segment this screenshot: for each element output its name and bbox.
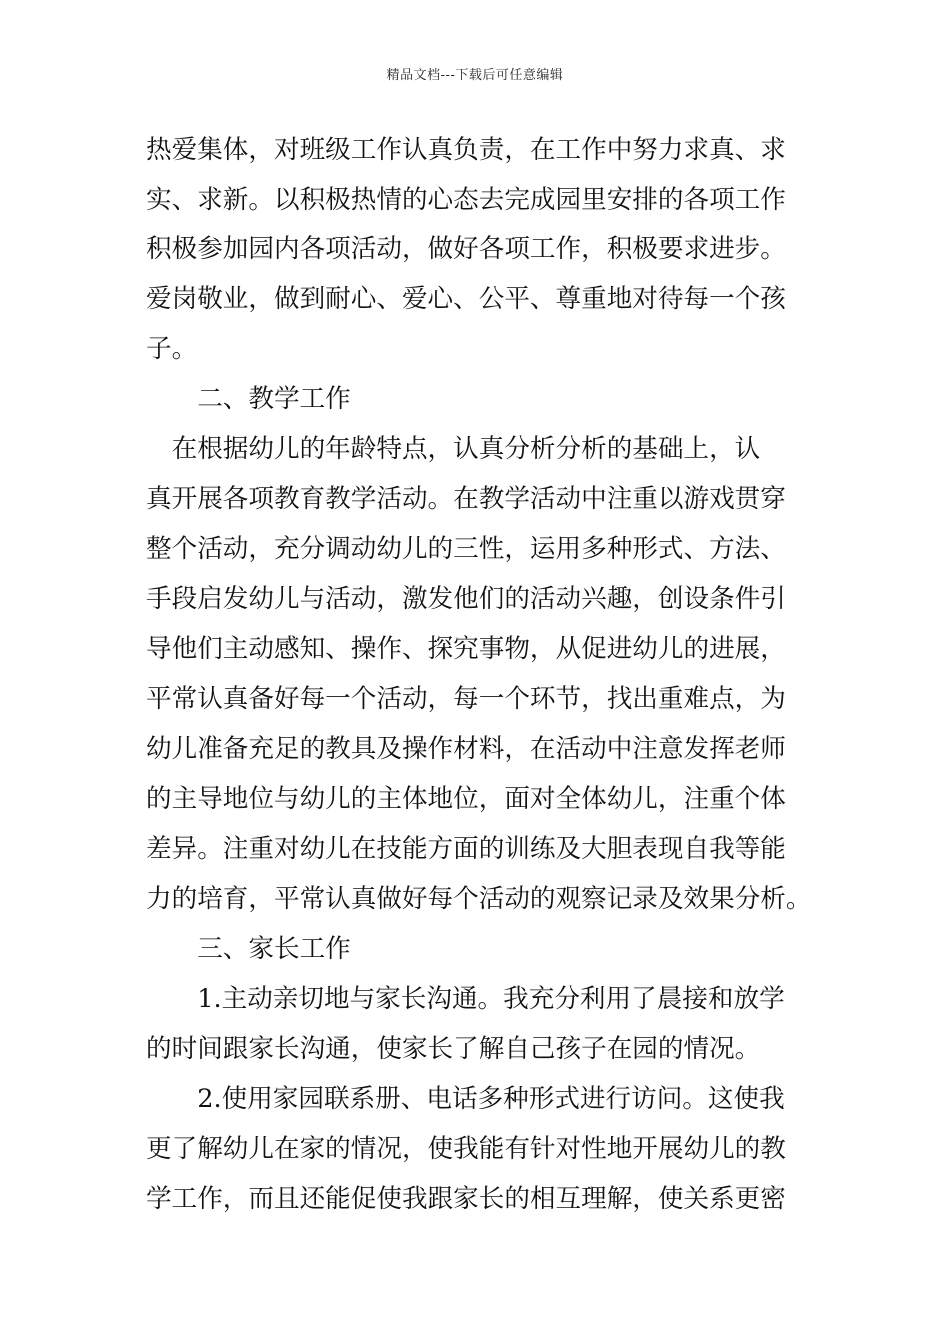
text-line: 热爱集体，对班级工作认真负责，在工作中努力求真、求 xyxy=(146,135,786,165)
page-header: 精品文档---下载后可任意编辑 xyxy=(386,68,564,83)
text-line: 真开展各项教育教学活动。在教学活动中注重以游戏贯穿 xyxy=(146,484,786,514)
text-line: 力的培育，平常认真做好每个活动的观察记录及效果分析。 xyxy=(146,884,812,914)
text-line: 差异。注重对幼儿在技能方面的训练及大胆表现自我等能 xyxy=(146,834,786,864)
text-line: 导他们主动感知、操作、探究事物，从促进幼儿的进展， xyxy=(146,634,786,664)
text-line: 积极参加园内各项活动，做好各项工作，积极要求进步。 xyxy=(146,234,786,264)
text-line: 的主导地位与幼儿的主体地位，面对全体幼儿，注重个体 xyxy=(146,784,786,814)
section-heading: 二、教学工作 xyxy=(146,384,351,414)
text-line: 幼儿准备充足的教具及操作材料，在活动中注意发挥老师 xyxy=(146,734,786,764)
text-line: 1.主动亲切地与家长沟通。我充分利用了晨接和放学 xyxy=(146,984,785,1014)
text-line: 手段启发幼儿与活动，激发他们的活动兴趣，创设条件引 xyxy=(146,584,786,614)
text-line: 爱岗敬业，做到耐心、爱心、公平、尊重地对待每一个孩 xyxy=(146,284,786,314)
text-line: 学工作，而且还能促使我跟家长的相互理解，使关系更密 xyxy=(146,1184,786,1214)
text-line: 平常认真备好每一个活动，每一个环节，找出重难点，为 xyxy=(146,684,786,714)
text-line: 在根据幼儿的年龄特点，认真分析分析的基础上，认 xyxy=(146,434,761,464)
text-line: 的时间跟家长沟通，使家长了解自己孩子在园的情况。 xyxy=(146,1034,761,1064)
text-line: 更了解幼儿在家的情况，使我能有针对性地开展幼儿的教 xyxy=(146,1134,786,1164)
text-line: 2.使用家园联系册、电话多种形式进行访问。这使我 xyxy=(146,1084,785,1114)
text-line: 实、求新。以积极热情的心态去完成园里安排的各项工作 xyxy=(146,185,786,215)
section-heading: 三、家长工作 xyxy=(146,934,351,964)
text-line: 子。 xyxy=(146,334,198,364)
text-line: 整个活动，充分调动幼儿的三性，运用多种形式、方法、 xyxy=(146,534,786,564)
